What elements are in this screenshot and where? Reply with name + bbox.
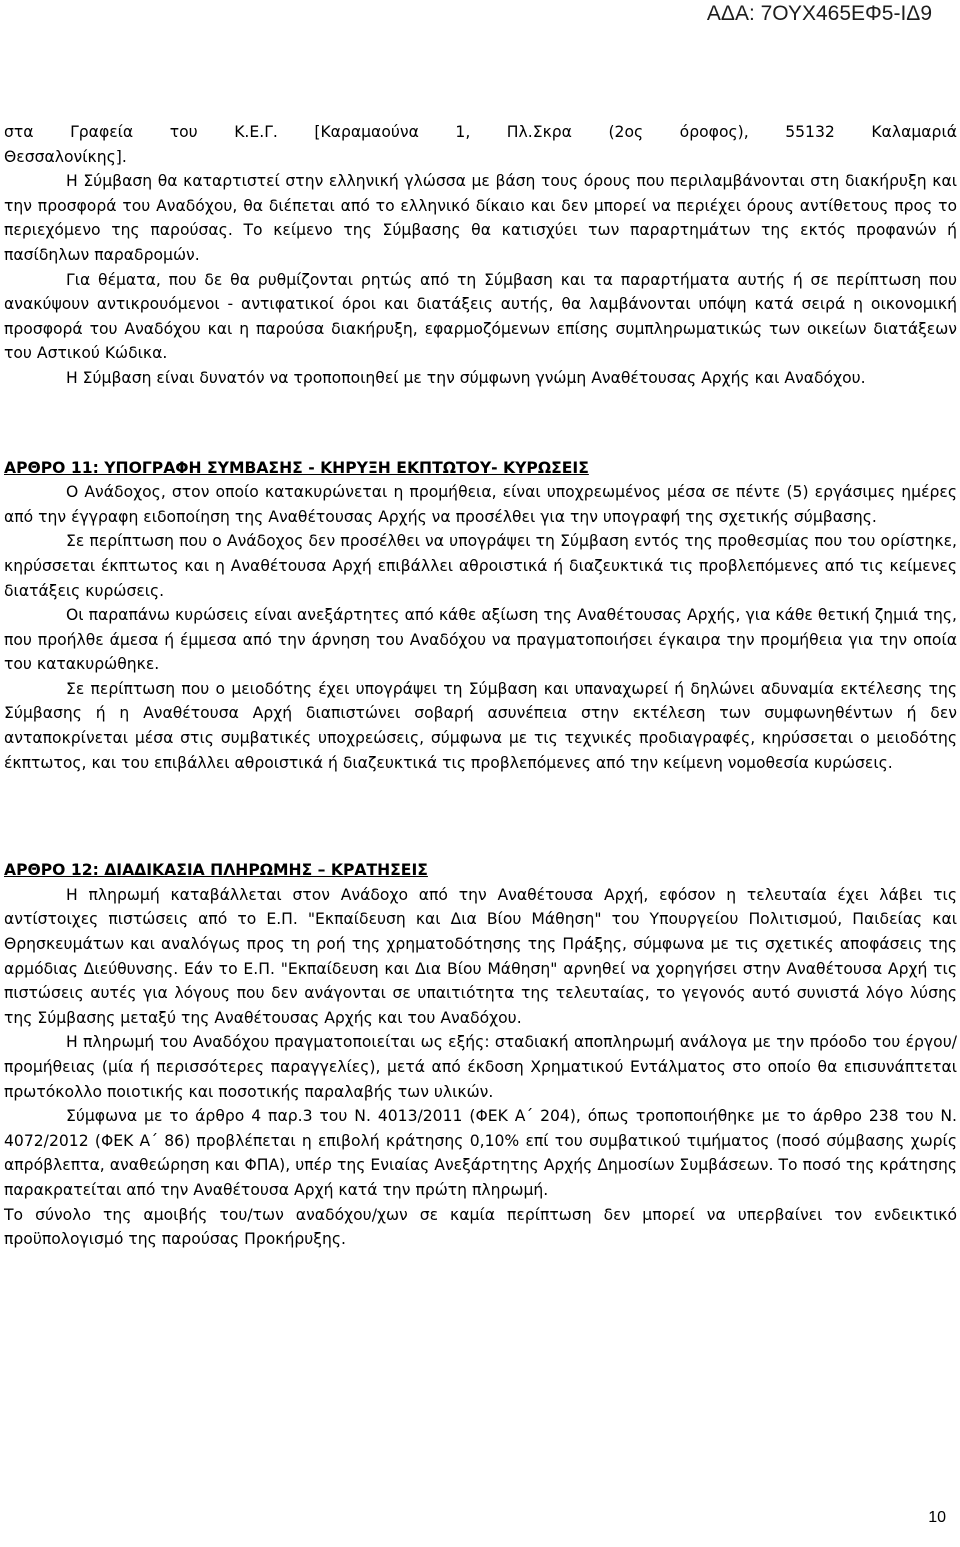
article-11-paragraph-3: Οι παραπάνω κυρώσεις είναι ανεξάρτητες από κάθε αξίωση της Αναθέτουσας Αρχής, για κάθε θετική ζημιά της, που προήλθε άμεσα ή έμμεσα από την άρνηση του Αναδόχου να πραγματοποιήσει έγκαιρα την προμήθεια για την οποία του κατακυρώθηκε. (4, 606, 957, 674)
intro-paragraph-2: Η Σύμβαση θα καταρτιστεί στην ελληνική γλώσσα με βάση τους όρους που περιλαμβάνονται στη διακήρυξη και την προσφορά του Αναδόχου, θα διέπεται από το ελληνικό δίκαιο και δεν μπορεί να περιέχει όρους αντίθετους προς το περιεχόμενο της παρούσας. Το κείμενο της Σύμβασης θα κατισχύει των παραρτημάτων της εκτός προφανών ή πασίδηλων παραδρομών. (4, 172, 957, 264)
intro-paragraph-1-line-1: στα Γραφεία του Κ.Ε.Γ. [Καραμαούνα 1, Πλ.Σκρα (2ος όροφος), 55132 Καλαμαριά (4, 123, 957, 141)
section-spacer (4, 775, 957, 858)
article-12-paragraph-1: Η πληρωμή καταβάλλεται στον Ανάδοχο από την Αναθέτουσα Αρχή, εφόσον η τελευταία έχει λάβει τις αντίστοιχες πιστώσεις από το Ε.Π. "Εκπαίδευση και Δια Βίου Μάθηση" του Υπουργείου Πολιτισμού, Παιδείας και Θρησκευμάτων και αναλόγως προς τη ροή της χρηματοδότησης της Πράξης, σύμφωνα με τις σχετικές αποφάσεις της αρμόδιας Διεύθυνσης. Εάν το Ε.Π. "Εκπαίδευση και Δια Βίου Μάθηση" αρνηθεί να χορηγήσει στην Αναθέτουσα Αρχή τις πιστώσεις αυτές για λόγους που δεν ανάγονται σε υπαιτιότητα της τελευταίας, το γεγονός αυτό συνιστά λόγο λύσης της Σύμβασης μεταξύ της Αναθέτουσας Αρχής και του Αναδόχου. (4, 885, 957, 1027)
article-12-heading: ΑΡΘΡΟ 12: ΔΙΑΔΙΚΑΣΙΑ ΠΛΗΡΩΜΗΣ – ΚΡΑΤΗΣΕΙΣ (4, 861, 428, 880)
document-body (4, 120, 957, 1252)
article-12-paragraph-3: Σύμφωνα με το άρθρο 4 παρ.3 του Ν. 4013/2011 (ΦΕΚ Α΄ 204), όπως τροποποιήθηκε με το άρθρο 238 του Ν. 4072/2012 (ΦΕΚ Α΄ 86) προβλέπεται η επιβολή κράτησης 0,10% επί του συμβατικού τιμήματος (ποσό σύμβασης χωρίς απρόβλεπτα, αναθεώρηση και ΦΠΑ), υπέρ της Ενιαίας Ανεξάρτητης Αρχής Δημοσίων Συμβάσεων. Το ποσό της κράτησης παρακρατείται από την Αναθέτουσα Αρχή κατά την πρώτη πληρωμή. (4, 1107, 957, 1199)
page-number: 10 (928, 1509, 946, 1526)
article-12-paragraph-4: Το σύνολο της αμοιβής του/των αναδόχου/χων σε καμία περίπτωση δεν μπορεί να υπερβαίνει τον ενδεικτικό προϋπολογισμό της παρούσας Προκήρυξης. (4, 1205, 957, 1249)
article-11-heading: ΑΡΘΡΟ 11: ΥΠΟΓΡΑΦΗ ΣΥΜΒΑΣΗΣ - ΚΗΡΥΞΗ ΕΚΠΤΩΤΟΥ- ΚΥΡΩΣΕΙΣ (4, 458, 589, 477)
intro-paragraph-1-line-2: Θεσσαλονίκης]. (4, 147, 127, 166)
intro-paragraph-4: Η Σύμβαση είναι δυνατόν να τροποποιηθεί με την σύμφωνη γνώμη Αναθέτουσας Αρχής και Αναδόχου. (66, 368, 866, 387)
intro-paragraph-3: Για θέματα, που δε θα ρυθμίζονται ρητώς από τη Σύμβαση και τα παραρτήματα αυτής ή σε περίπτωση που ανακύψουν αντικρουόμενοι - αντιφατικοί όροι και διατάξεις αυτής, θα λαμβάνονται υπόψη κατά σειρά η οικονομική προσφορά του Αναδόχου και η παρούσα διακήρυξη, εφαρμοζόμενων επίσης συμπληρωματικώς των οικείων διατάξεων του Αστικού Κώδικα. (4, 270, 957, 363)
ada-code: ΑΔΑ: 7ΟΥΧ465ΕΦ5-ΙΔ9 (706, 2, 932, 25)
section-spacer (4, 391, 957, 456)
article-12-paragraph-2: Η πληρωμή του Αναδόχου πραγματοποιείται ως εξής: σταδιακή αποπληρωμή ανάλογα με την πρόοδο του έργου/προμήθειας (μία ή περισσότερες παραγγελίες), μετά από έκδοση Χρηματικού Εντάλματος στο οποίο θα επισυνάπτεται πρωτόκολλο ποιοτικής και ποσοτικής παραλαβής των υλικών. (4, 1033, 957, 1101)
article-11-paragraph-1: Ο Ανάδοχος, στον οποίο κατακυρώνεται η προμήθεια, είναι υποχρεωμένος μέσα σε πέντε (5) εργάσιμες ημέρες από την έγγραφη ειδοποίηση της Αναθέτουσας Αρχής να προσέλθει για την υπογραφή της σχετικής σύμβασης. (4, 483, 957, 526)
article-11-paragraph-4: Σε περίπτωση που ο μειοδότης έχει υπογράψει τη Σύμβαση και υπαναχωρεί ή δηλώνει αδυναμία εκτέλεσης της Σύμβασης ή η Αναθέτουσα Αρχή διαπιστώνει σοβαρή ασυνέπεια στην εκτέλεση των συμφωνηθέντων ή δεν ανταποκρίνεται μέσα στις συμβατικές υποχρεώσεις, σύμφωνα με τις τεχνικές προδιαγραφές, κηρύσσεται ο μειοδότης έκπτωτος, και του επιβάλλει αθροιστικά ή διαζευκτικά τις προβλεπόμενες από την κείμενη νομοθεσία κυρώσεις. (4, 679, 957, 772)
article-11-paragraph-2: Σε περίπτωση που ο Ανάδοχος δεν προσέλθει να υπογράψει τη Σύμβαση εντός της προθεσμίας που του ορίστηκε, κηρύσσεται έκπτωτος και η Αναθέτουσα Αρχή επιβάλλει αθροιστικά ή διαζευκτικά τις προβλεπόμενες από τις κείμενες διατάξεις κυρώσεις. (4, 532, 957, 600)
